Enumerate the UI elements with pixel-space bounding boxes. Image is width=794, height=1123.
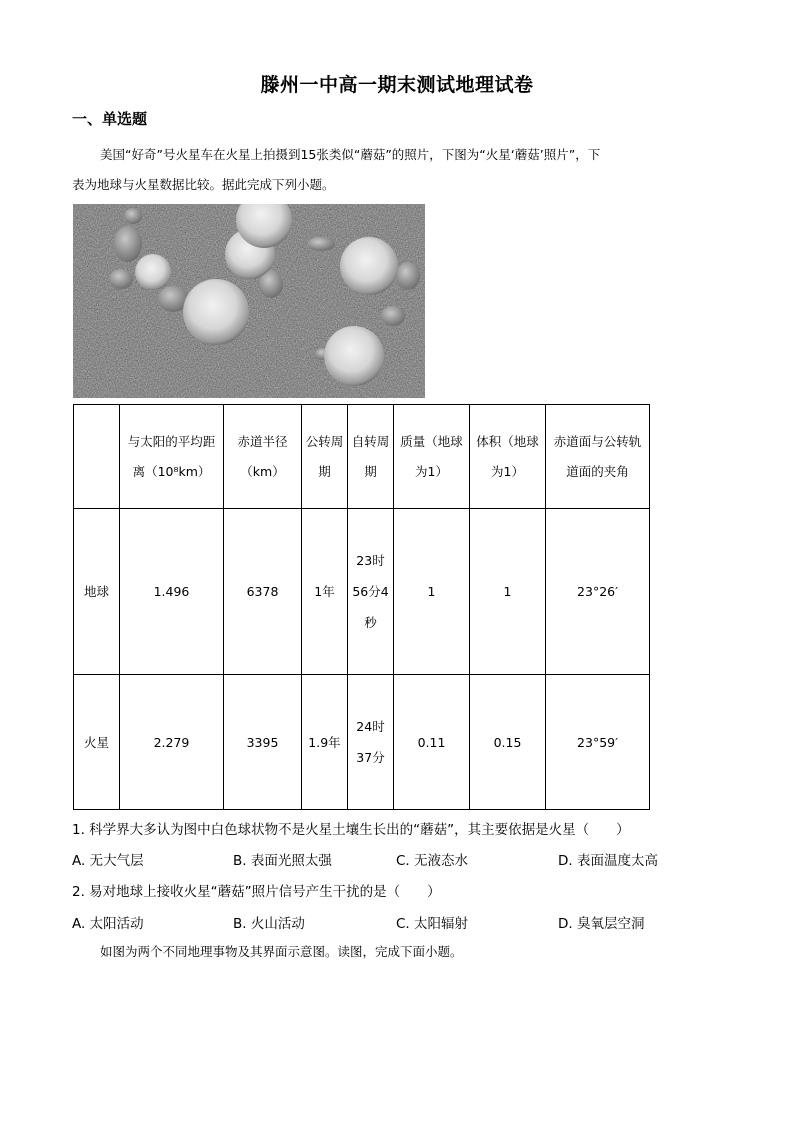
q1-option-c: C. 无液态水 (396, 853, 469, 869)
table-cell: 2.279 (120, 675, 224, 810)
table-cell: 1 (470, 509, 546, 675)
q1-option-b: B. 表面光照太强 (233, 853, 332, 869)
table-cell: 1年 (302, 509, 348, 675)
q2-option-a: A. 太阳活动 (72, 916, 144, 932)
table-header-row (74, 405, 650, 509)
table-cell: 3395 (224, 675, 302, 810)
table-cell: 6378 (224, 509, 302, 675)
intro-line-1: 美国“好奇”号火星车在火星上拍摄到15张类似“蘑菇”的照片，下图为“火星‘蘑菇’照片”，下 (100, 147, 601, 162)
table-cell: 地球 (74, 509, 120, 675)
exam-title: 滕州一中高一期末测试地理试卷 (260, 74, 534, 96)
table-header-cell: 公转周期 (302, 405, 348, 509)
table-header-cell: 体积（地球为1） (470, 405, 546, 509)
intro-paragraph (72, 140, 722, 200)
table-header-cell: 质量（地球为1） (394, 405, 470, 509)
table-row (74, 509, 650, 675)
question-1: 1. 科学界大多认为图中白色球状物不是火星土壤生长出的“蘑菇”，其主要依据是火星（ ） (72, 822, 630, 838)
table-header-cell: 自转周期 (348, 405, 394, 509)
earth-mars-table (73, 404, 650, 810)
table-cell: 0.11 (394, 675, 470, 810)
question-2: 2. 易对地球上接收火星“蘑菇”照片信号产生干扰的是（ ） (72, 884, 441, 900)
table-cell: 1 (394, 509, 470, 675)
table-header-cell (74, 405, 120, 509)
table-cell: 24时37分 (348, 675, 394, 810)
q2-option-d: D. 臭氧层空洞 (558, 916, 645, 932)
table-cell: 23°26′ (546, 509, 650, 675)
mars-mushroom-photo (73, 204, 425, 398)
table-header-cell: 赤道面与公转轨道面的夹角 (546, 405, 650, 509)
table-cell: 0.15 (470, 675, 546, 810)
table-header-cell: 与太阳的平均距离（10⁸km） (120, 405, 224, 509)
intro-line-2: 表为地球与火星数据比较。据此完成下列小题。 (72, 177, 335, 192)
table-cell: 23时56分4秒 (348, 509, 394, 675)
q1-option-d: D. 表面温度太高 (558, 853, 658, 869)
q1-option-a: A. 无大气层 (72, 853, 144, 869)
next-question-intro: 如图为两个不同地理事物及其界面示意图。读图，完成下面小题。 (100, 944, 463, 959)
table-cell: 1.9年 (302, 675, 348, 810)
q2-option-c: C. 太阳辐射 (396, 916, 469, 932)
table-cell: 23°59′ (546, 675, 650, 810)
q2-option-b: B. 火山活动 (233, 916, 305, 932)
table-cell: 火星 (74, 675, 120, 810)
table-cell: 1.496 (120, 509, 224, 675)
section-heading: 一、单选题 (72, 110, 148, 128)
table-header-cell: 赤道半径（km） (224, 405, 302, 509)
table-row (74, 675, 650, 810)
